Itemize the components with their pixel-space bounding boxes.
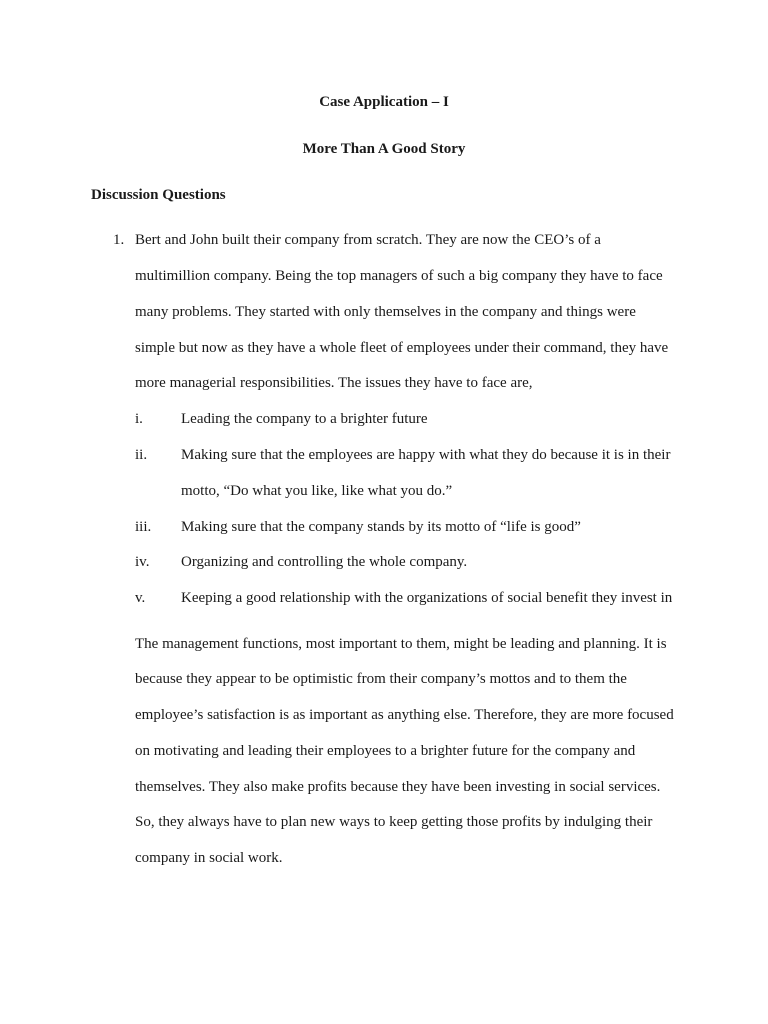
paragraph-line: The management functions, most important to them, might be leading and planning. It is [135,636,667,652]
list-item-text: Leading the company to a brighter future [181,411,428,427]
list-numeral: iv. [135,554,150,570]
paragraph-line: company in social work. [135,850,283,866]
paragraph-line: employee’s satisfaction is as important as anything else. Therefore, they are more focused [135,707,674,723]
paragraph-line: multimillion company. Being the top managers of such a big company they have to face [135,268,663,284]
list-item-continuation: motto, “Do what you like, like what you do.” [181,483,453,499]
document-title: Case Application – I [319,94,449,110]
paragraph-line: on motivating and leading their employees to a brighter future for the company and [135,743,636,759]
section-heading: Discussion Questions [91,187,226,203]
list-numeral: v. [135,590,146,606]
list-item-text: Organizing and controlling the whole company. [181,554,468,570]
paragraph-line: more managerial responsibilities. The issues they have to face are, [135,375,533,391]
paragraph-line: simple but now as they have a whole fleet of employees under their command, they have [135,340,669,356]
list-item-text: Making sure that the company stands by its motto of “life is good” [181,519,581,535]
paragraph-line: because they appear to be optimistic from their company’s mottos and to them the [135,671,627,687]
list-item-text: Making sure that the employees are happy with what they do because it is in their [181,447,671,463]
paragraph-line: So, they always have to plan new ways to keep getting those profits by indulging their [135,814,653,830]
paragraph-line: many problems. They started with only themselves in the company and things were [135,304,636,320]
list-numeral: ii. [135,447,148,463]
list-numeral: i. [135,411,143,427]
list-item-text: Keeping a good relationship with the organizations of social benefit they invest in [181,590,673,606]
list-numeral: iii. [135,519,152,535]
question-number: 1. [113,232,125,248]
paragraph-line: Bert and John built their company from scratch. They are now the CEO’s of a [135,232,601,248]
document-subtitle: More Than A Good Story [302,141,466,157]
paragraph-line: themselves. They also make profits because they have been investing in social services. [135,779,661,795]
